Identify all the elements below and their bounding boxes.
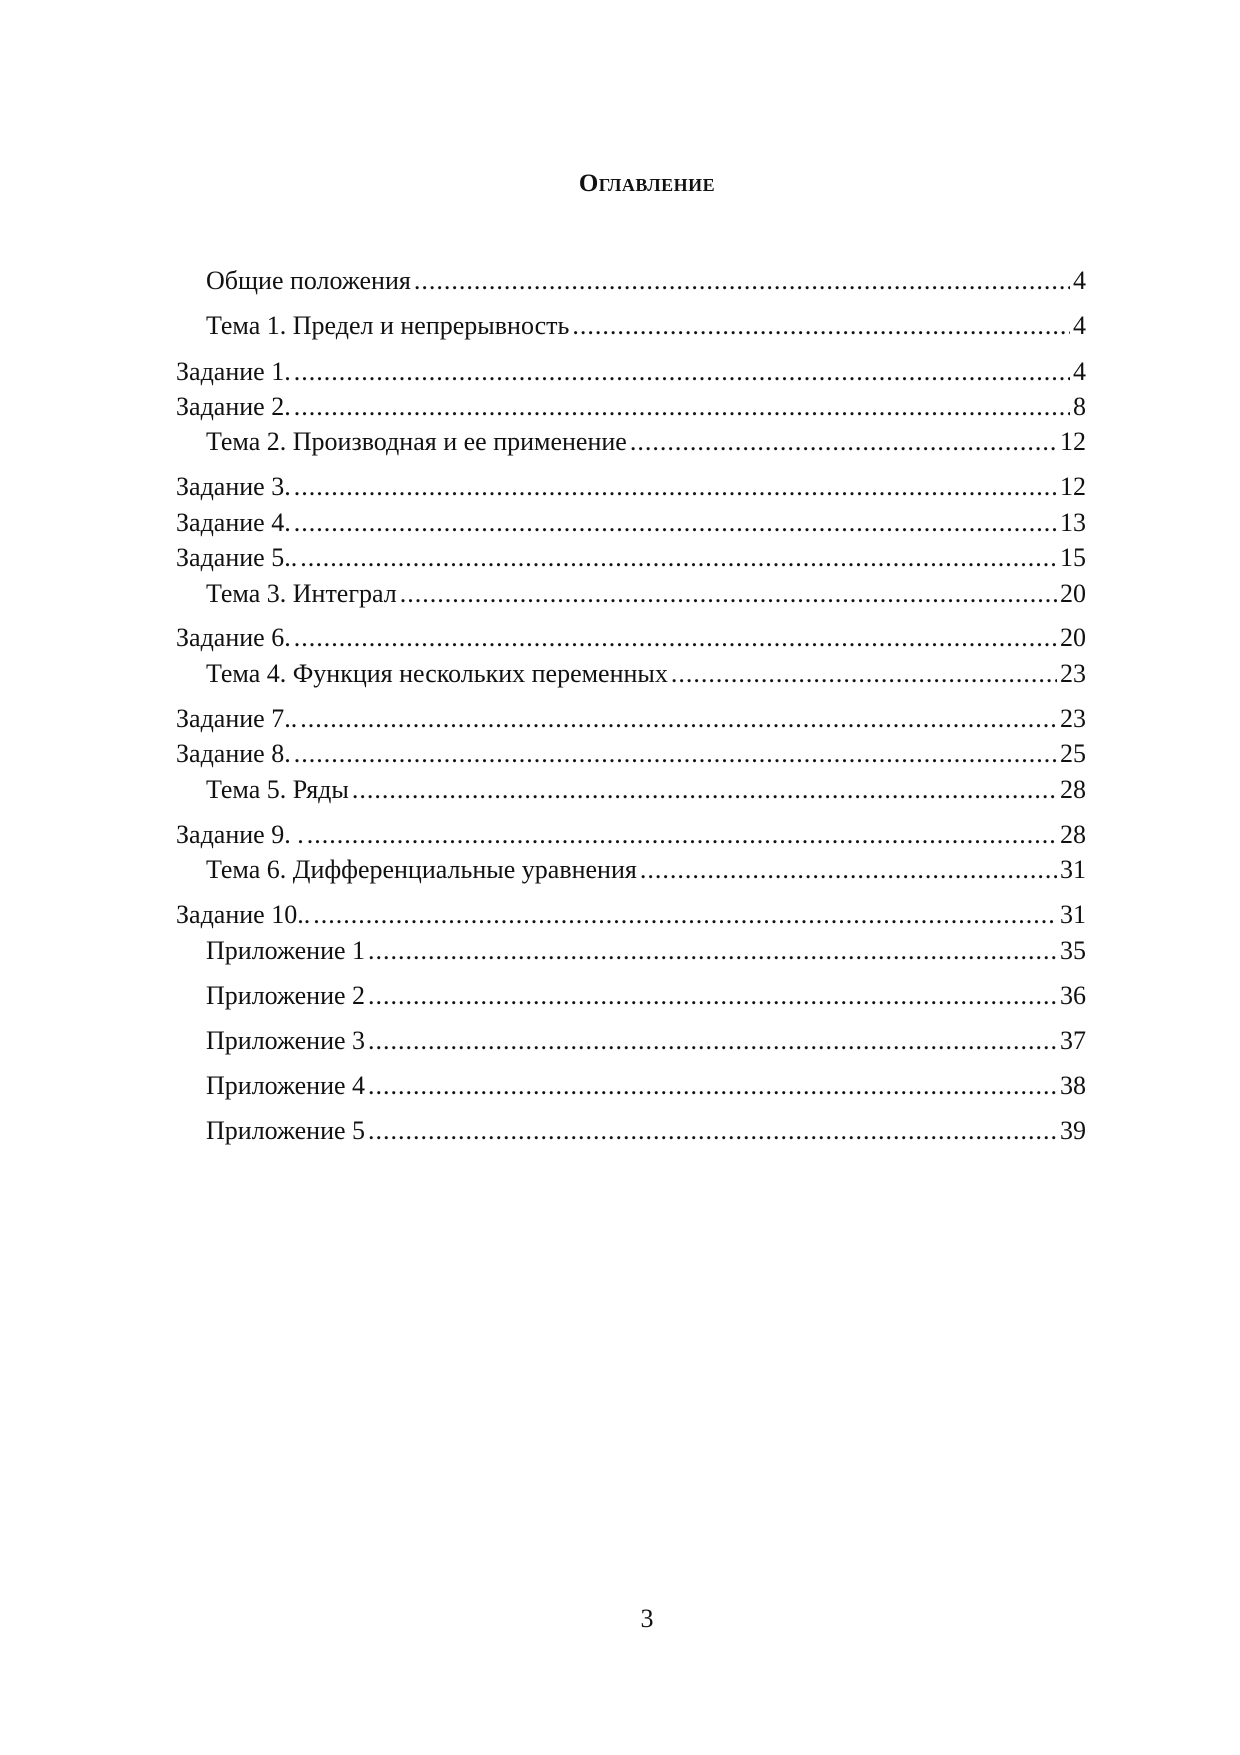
toc-entry-page: 4 (1073, 357, 1086, 386)
toc-entry-label: Задание 4. (176, 508, 291, 537)
toc-entry-page: 36 (1060, 981, 1086, 1010)
toc-entry-page: 35 (1060, 936, 1086, 965)
toc-entry[interactable] (176, 472, 1086, 502)
toc-entry[interactable] (176, 704, 1086, 734)
toc-entry-label: Приложение 2 (206, 981, 366, 1010)
toc-dot-leader (307, 820, 1057, 850)
toc-entry-label: Приложение 5 (206, 1116, 366, 1145)
toc-entry-label: Задание 6. (176, 623, 291, 652)
toc-entry-page: 28 (1060, 820, 1086, 849)
toc-dot-leader (400, 579, 1057, 609)
toc-entry-label: Приложение 1 (206, 936, 366, 965)
toc-dot-leader (671, 659, 1057, 689)
toc-entry-label: Задание 10.. (176, 900, 311, 929)
toc-dot-leader (368, 981, 1057, 1011)
toc-entry-page: 4 (1073, 311, 1086, 340)
toc-entry-label: Задание 8. (176, 739, 291, 768)
toc-entry-label: Тема 3. Интеграл (206, 579, 397, 608)
toc-entry-label: Задание 9. . (176, 820, 304, 849)
toc-entry[interactable] (206, 579, 1086, 609)
toc-dot-leader (300, 704, 1057, 734)
page-title: Оглавление (578, 170, 716, 197)
toc-entry[interactable] (176, 739, 1086, 769)
toc-entry-page: 37 (1060, 1026, 1086, 1055)
toc-entry-label: Тема 6. Дифференциальные уравнения (206, 855, 637, 884)
toc-entry-label: Тема 2. Производная и ее применение (206, 427, 627, 456)
toc-entry-label: Задание 3. (176, 472, 291, 501)
toc-entry-label: Тема 5. Ряды (206, 775, 349, 804)
toc-entry-page: 20 (1060, 623, 1086, 652)
toc-entry-page: 15 (1060, 543, 1086, 572)
toc-dot-leader (294, 357, 1070, 387)
toc-entry-label: Общие положения (206, 266, 411, 295)
toc-entry-page: 31 (1060, 900, 1086, 929)
toc-dot-leader (352, 775, 1057, 805)
toc-dot-leader (294, 739, 1057, 769)
toc-entry-label: Задание 7.. (176, 704, 298, 733)
toc-entry-label: Задание 2. (176, 392, 291, 421)
toc-dot-leader (294, 472, 1057, 502)
toc-entry-page: 31 (1060, 855, 1086, 884)
toc-entry[interactable] (206, 427, 1086, 457)
toc-entry-page: 4 (1073, 266, 1086, 295)
toc-entry[interactable] (206, 659, 1086, 689)
toc-dot-leader (300, 543, 1057, 573)
toc-entry[interactable] (176, 508, 1086, 538)
toc-entry[interactable] (206, 311, 1086, 341)
toc-entry[interactable] (206, 266, 1086, 296)
toc-entry-page: 28 (1060, 775, 1086, 804)
toc-dot-leader (368, 936, 1057, 966)
toc-entry-label: Тема 1. Предел и непрерывность (206, 311, 570, 340)
toc-dot-leader (414, 266, 1070, 296)
toc-dot-leader (294, 392, 1070, 422)
toc-entry-label: Задание 5.. (176, 543, 298, 572)
toc-entry[interactable] (176, 623, 1086, 653)
toc-entry-page: 39 (1060, 1116, 1086, 1145)
toc-dot-leader (368, 1026, 1057, 1056)
toc-entry-label: Тема 4. Функция нескольких переменных (206, 659, 668, 688)
toc-entry-page: 23 (1060, 704, 1086, 733)
page-number: 3 (640, 1604, 654, 1633)
toc-entry-label: Задание 1. (176, 357, 291, 386)
toc-entry[interactable] (206, 855, 1086, 885)
toc-dot-leader (313, 900, 1057, 930)
toc-entry[interactable] (176, 357, 1086, 387)
toc-dot-leader (294, 508, 1057, 538)
toc-entry-page: 12 (1060, 472, 1086, 501)
toc-entry[interactable] (206, 1026, 1086, 1056)
toc-entry[interactable] (176, 900, 1086, 930)
toc-entry-page: 13 (1060, 508, 1086, 537)
toc-entry-page: 12 (1060, 427, 1086, 456)
toc-entry-page: 25 (1060, 739, 1086, 768)
toc-dot-leader (630, 427, 1057, 457)
toc-dot-leader (294, 623, 1057, 653)
toc-entry[interactable] (206, 981, 1086, 1011)
toc-entry-page: 38 (1060, 1071, 1086, 1100)
toc-entry-page: 23 (1060, 659, 1086, 688)
toc-dot-leader (640, 855, 1057, 885)
toc-entry-label: Приложение 3 (206, 1026, 366, 1055)
toc-entry[interactable] (206, 1116, 1086, 1146)
toc-entry[interactable] (206, 1071, 1086, 1101)
toc-entry[interactable] (176, 392, 1086, 422)
toc-entry[interactable] (176, 820, 1086, 850)
toc-entry-page: 20 (1060, 579, 1086, 608)
toc-entry-page: 8 (1073, 392, 1086, 421)
toc-dot-leader (368, 1071, 1057, 1101)
toc-dot-leader (572, 311, 1070, 341)
toc-entry[interactable] (206, 936, 1086, 966)
toc-entry[interactable] (206, 775, 1086, 805)
toc-entry-label: Приложение 4 (206, 1071, 366, 1100)
toc-entry[interactable] (176, 543, 1086, 573)
toc-dot-leader (368, 1116, 1057, 1146)
